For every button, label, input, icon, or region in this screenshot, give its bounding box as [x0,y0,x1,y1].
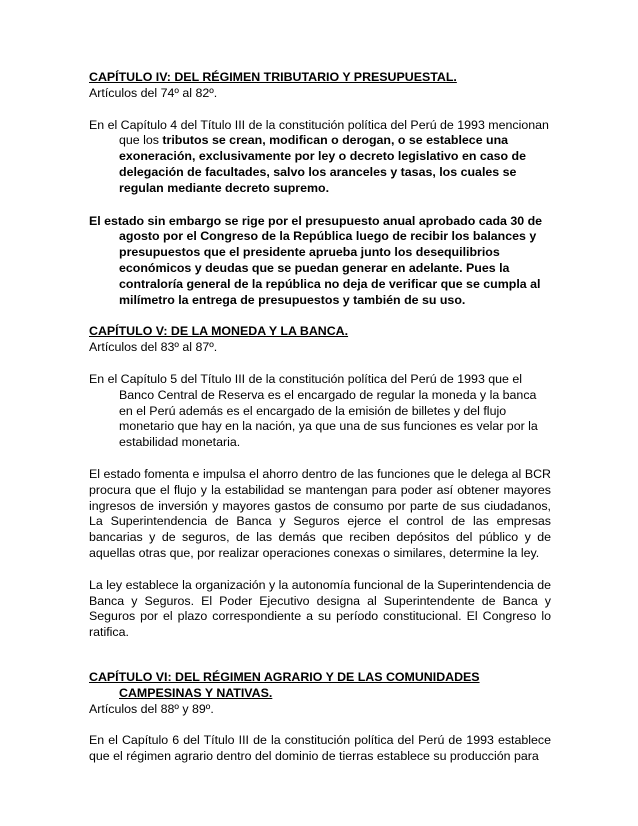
chapter-4-articles: Artículos del 74º al 82º. [89,85,218,100]
chapter-5-paragraph-3: La ley establece la organización y la autonomía funcional de la Superintendencia de Banca y Seguros. El Poder Ejecutivo designa al Superintendente de Banca y Seguros por el plazo correspondiente a su período constitucional. El Congreso lo ratifica. [89,577,551,640]
chapter-4-paragraph-1 [89,118,551,197]
chapter-5-title: CAPÍTULO V: DE LA MONEDA Y LA BANCA. [89,324,349,339]
chapter-6-articles: Artículos del 88º y 89º. [89,701,214,716]
chapter-5-articles: Artículos del 83º al 87º. [89,340,218,355]
chapter-4-title: CAPÍTULO IV: DEL RÉGIMEN TRIBUTARIO Y PRESUPUESTAL. [89,70,457,84]
chapter-4-paragraph-2: El estado sin embargo se rige por el presupuesto anual aprobado cada 30 de agosto por el Congreso de la República luego de recibir los balances y presupuestos que el presidente aprueba junto los desequilibrios económicos y deudas que se puedan generar en adelante. Pues la contraloría general de la república no deja de verificar que se cumpla al milímetro la entrega de presupuestos y también de su uso. [89,213,543,307]
chapter-6-paragraph-1: En el Capítulo 6 del Título III de la constitución política del Perú de 1993 establece que el régimen agrario dentro del dominio de tierras establece su producción para [89,733,551,764]
chapter-6-title: CAPÍTULO VI: DEL RÉGIMEN AGRARIO Y DE LAS COMUNIDADES CAMPESINAS Y NATIVAS. [89,669,480,700]
document-page [89,70,551,765]
chapter-5-paragraph-2: El estado fomenta e impulsa el ahorro dentro de las funciones que le delega al BCR procura que el flujo y la estabilidad se mantengan para poder así obtener mayores ingresos de inversión y mayores gastos de consumo por parte de sus ciudadanos, La Superintendencia de Banca y Seguros ejerce el control de las empresas bancarias y de seguros, de las demás que reciben depósitos del público y de aquellas otras que, por realizar operaciones conexas o similares, determine la ley. [89,466,551,560]
chapter-5-paragraph-1: En el Capítulo 5 del Título III de la constitución política del Perú de 1993 que el Banco Central de Reserva es el encargado de regular la moneda y la banca en el Perú además es el encargado de la emisión de billetes y del flujo monetario que hay en la nación, ya que una de sus funciones es velar por la estabilidad monetaria. [89,371,538,450]
chapter-4-paragraph-1-intro: En el Capítulo 4 del Título III de la constitución política del Perú de 1993 mencionan que los [89,117,549,148]
chapter-4-paragraph-1-bold: tributos se crean, modifican o derogan, o se establece una exoneración, exclusivamente por ley o decreto legislativo en caso de delegación de facultades, salvo los aranceles y tasas, los cuales se regulan mediante decreto supremo. [119,133,526,195]
